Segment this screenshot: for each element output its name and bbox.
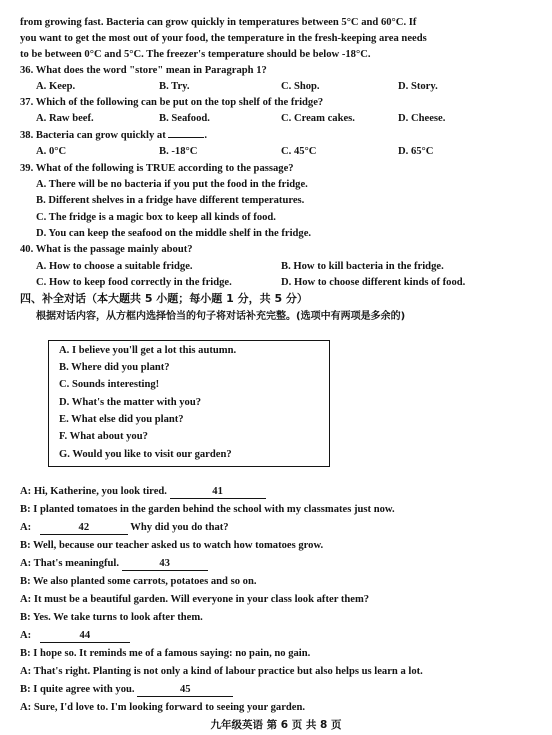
box-option: F. What about you? (59, 431, 148, 442)
option: D. Story. (398, 81, 438, 92)
blank-44: 44 (40, 630, 130, 643)
dialogue-line: B: Well, because our teacher asked us to watch how tomatoes grow. (20, 540, 324, 551)
passage-line: you want to get the most out of your food, the temperature in the fresh-keeping area needs (20, 33, 427, 44)
dialogue-line: B: I hope so. It reminds me of a famous saying: no pain, no gain. (20, 648, 311, 659)
option: D. 65°C (398, 146, 434, 157)
passage-line: from growing fast. Bacteria can grow quickly in temperatures between 5°C and 60°C. If (20, 17, 417, 28)
option: A. There will be no bacteria if you put the food in the fridge. (36, 179, 308, 190)
option: C. How to keep food correctly in the fridge. (36, 277, 232, 288)
blank-45: 45 (137, 684, 233, 697)
option: C. 45°C (281, 146, 317, 157)
dialogue-line: A: Hi, Katherine, you look tired. 41 (20, 485, 542, 499)
option: A. Raw beef. (36, 113, 94, 124)
blank-41: 41 (170, 486, 266, 499)
box-option: C. Sounds interesting! (59, 379, 160, 390)
dialogue-line: B: Yes. We take turns to look after them. (20, 612, 203, 623)
option: C. The fridge is a magic box to keep all kinds of food. (36, 212, 276, 223)
option: B. Try. (159, 81, 190, 92)
passage-line: to be between 0°C and 5°C. The freezer's temperature should be below -18°C. (20, 49, 371, 60)
box-option: E. What else did you plant? (59, 414, 184, 425)
question-stem: 39. What of the following is TRUE according to the passage? (20, 163, 294, 174)
dialogue-line: A: Sure, I'd love to. I'm looking forward to seeing your garden. (20, 702, 306, 713)
box-option: A. I believe you'll get a lot this autumn. (59, 345, 237, 356)
option: C. Cream cakes. (281, 113, 355, 124)
option: C. Shop. (281, 81, 320, 92)
options-box (48, 340, 330, 467)
box-option: B. Where did you plant? (59, 362, 170, 373)
dialogue-line: A: It must be a beautiful garden. Will everyone in your class look after them? (20, 594, 370, 605)
blank-42: 42 (40, 522, 128, 535)
box-option: G. Would you like to visit our garden? (59, 449, 232, 460)
page-footer: 九年级英语 第 6 页 共 8 页 (210, 719, 342, 731)
option: B. -18°C (159, 146, 198, 157)
question-stem: 40. What is the passage mainly about? (20, 244, 193, 255)
option: D. You can keep the seafood on the middle shelf in the fridge. (36, 228, 312, 239)
option: A. How to choose a suitable fridge. (36, 261, 193, 272)
option: A. Keep. (36, 81, 76, 92)
box-option: D. What's the matter with you? (59, 397, 202, 408)
option: D. Cheese. (398, 113, 446, 124)
section-title: 四、补全对话（本大题共 5 小题；每小题 1 分，共 5 分） (20, 292, 308, 305)
blank-43: 43 (122, 558, 208, 571)
dialogue-line: A: 42 Why did you do that? (20, 522, 229, 533)
option: B. Different shelves in a fridge have different temperatures. (36, 195, 305, 206)
question-stem: 38. Bacteria can grow quickly at . (20, 130, 208, 141)
dialogue-line: A: 44 (20, 629, 542, 643)
section-instruction: 根据对话内容，从方框内选择恰当的句子将对话补充完整。(选项中有两项是多余的) (36, 311, 406, 322)
question-stem: 37. Which of the following can be put on the top shelf of the fridge? (20, 97, 324, 108)
option: B. Seafood. (159, 113, 210, 124)
dialogue-line: B: We also planted some carrots, potatoes and so on. (20, 576, 257, 587)
option: A. 0°C (36, 146, 67, 157)
option: D. How to choose different kinds of food. (281, 277, 466, 288)
dialogue-line: B: I planted tomatoes in the garden behind the school with my classmates just now. (20, 504, 395, 515)
option: B. How to kill bacteria in the fridge. (281, 261, 444, 272)
dialogue-line: B: I quite agree with you. 45 (20, 683, 542, 697)
dialogue-line: A: That's right. Planting is not only a kind of labour practice but also helps us learn a lot. (20, 666, 423, 677)
dialogue-line: A: That's meaningful. 43 (20, 557, 542, 571)
answer-blank (168, 137, 204, 138)
question-stem: 36. What does the word "store" mean in Paragraph 1? (20, 65, 267, 76)
